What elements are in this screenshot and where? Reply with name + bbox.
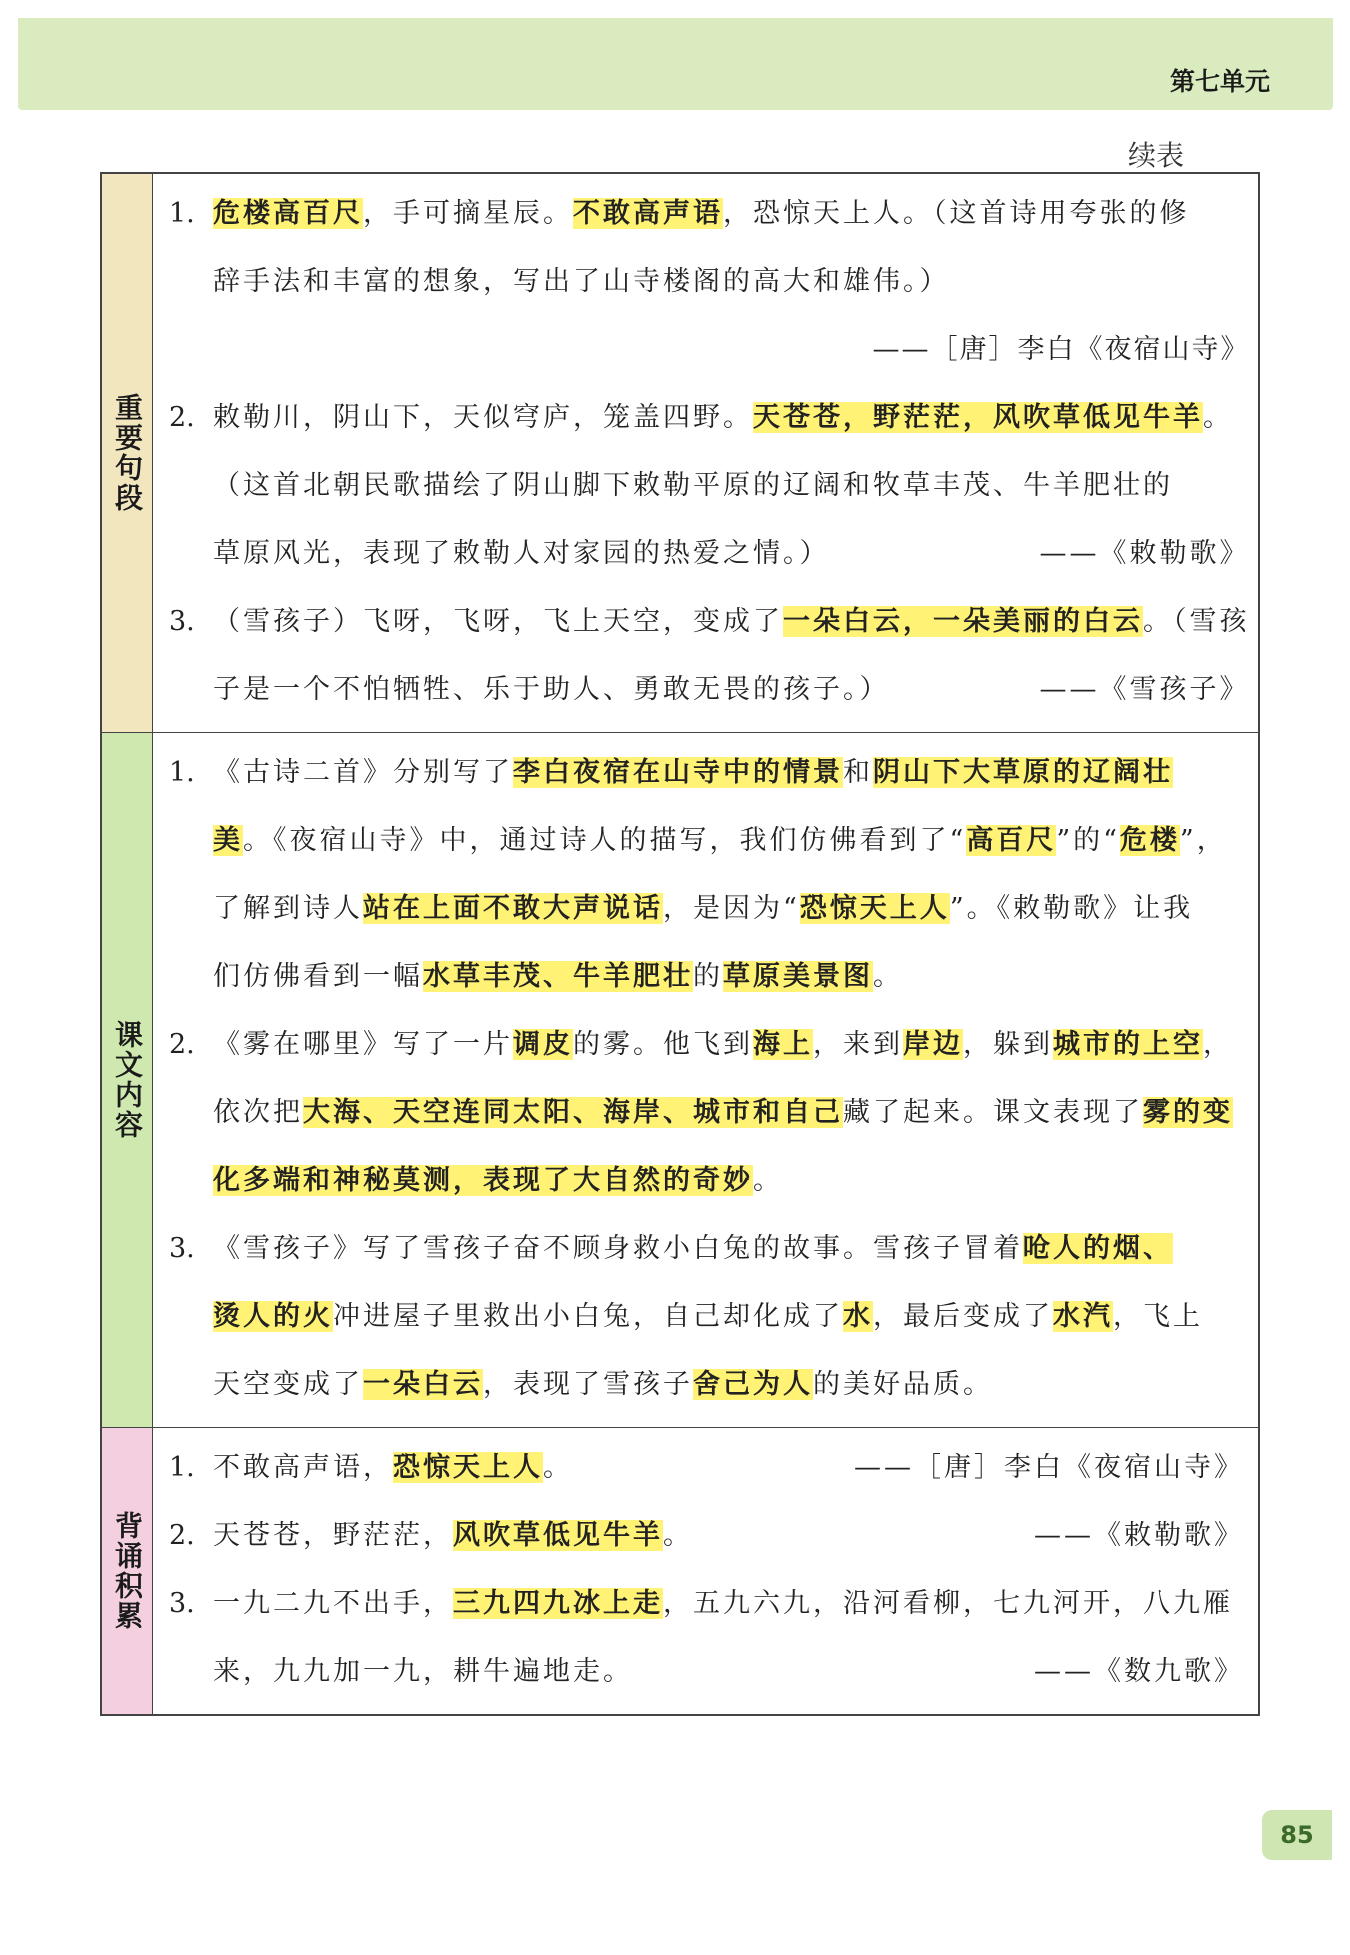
text-run: 的 [693, 961, 723, 992]
text-run: 和 [843, 757, 873, 788]
text-run: 草原风光，表现了敕勒人对家园的热爱之情。） [213, 538, 830, 569]
section-label: 重要句段 [111, 393, 144, 513]
item-number: 1. [169, 198, 195, 229]
highlight: 呛人的烟、 [1023, 1233, 1173, 1264]
unit-title: 第七单元 [1169, 67, 1270, 96]
text-run: 。 [1203, 402, 1233, 433]
section-label: 课文内容 [111, 1020, 144, 1140]
text-line [213, 384, 1250, 452]
text-run: 。 [663, 1520, 693, 1551]
highlight: 不敢高声语 [573, 198, 723, 229]
text-run: ，躲到 [963, 1029, 1053, 1060]
highlight: 一朵白云，一朵美丽的白云 [783, 606, 1143, 637]
section-recitation [102, 1428, 1258, 1714]
text-run: 。（雪孩 [1143, 606, 1250, 637]
item-number: 2. [169, 1520, 195, 1551]
text-run: 。 [543, 1452, 573, 1483]
text-run: 藏了起来。课文表现了 [843, 1097, 1143, 1128]
item-number: 3. [169, 1233, 195, 1264]
text-run: ，恐惊天上人。（这首诗用夸张的修 [723, 198, 1190, 229]
text-run: 了解到诗人 [213, 893, 363, 924]
text-run: ”。《敕勒歌》让我 [949, 893, 1194, 924]
text-run: 的美好品质。 [813, 1369, 993, 1400]
text-run: 一九二九不出手， [213, 1588, 453, 1619]
text-line [213, 1351, 1244, 1419]
highlight: 水 [843, 1301, 873, 1332]
highlight: 草原美景图 [723, 961, 873, 992]
list-item [169, 1434, 1244, 1502]
text-line [213, 875, 1244, 943]
text-run: 们仿佛看到一幅 [213, 961, 423, 992]
summary-table [100, 172, 1260, 1716]
source-citation: ——《敕勒歌》 [1034, 1520, 1244, 1551]
highlight: 三九四九冰上走 [453, 1588, 663, 1619]
list-item [169, 1011, 1244, 1215]
text-run: ， [1203, 1029, 1233, 1060]
text-run: 依次把 [213, 1097, 303, 1128]
text-run: 的雾。他飞到 [573, 1029, 753, 1060]
text-run: 《雪孩子》写了雪孩子奋不顾身救小白兔的故事。雪孩子冒着 [213, 1233, 1023, 1264]
highlight: 岸边 [903, 1029, 963, 1060]
section-content [153, 1428, 1258, 1714]
text-run: （这首北朝民歌描绘了阴山脚下敕勒平原的辽阔和牧草丰茂、牛羊肥壮的 [213, 470, 1173, 501]
text-run: 天空变成了 [213, 1369, 363, 1400]
highlight: 舍己为人 [693, 1369, 813, 1400]
source-citation: ——《数九歌》 [1034, 1656, 1244, 1687]
text-line [213, 520, 1250, 588]
highlight: 海上 [753, 1029, 813, 1060]
header-band [18, 18, 1333, 110]
text-run: ，来到 [813, 1029, 903, 1060]
text-line [213, 1638, 1244, 1706]
text-run: ”， [1179, 825, 1227, 856]
source-citation: ——［唐］李白《夜宿山寺》 [854, 1452, 1244, 1483]
text-line [213, 656, 1250, 724]
item-number: 1. [169, 1452, 195, 1483]
item-number: 1. [169, 757, 195, 788]
text-run: 《古诗二首》分别写了 [213, 757, 513, 788]
highlight: 化多端和神秘莫测，表现了大自然的奇妙 [213, 1165, 753, 1196]
text-line [213, 807, 1244, 875]
text-line [213, 248, 1250, 316]
list-item [169, 384, 1250, 588]
continued-label: 续表 [1127, 139, 1184, 172]
highlight: 水汽 [1053, 1301, 1113, 1332]
list-item [169, 1502, 1244, 1570]
text-run: 不敢高声语， [213, 1452, 393, 1483]
text-run: 冲进屋子里救出小白兔，自己却化成了 [333, 1301, 843, 1332]
text-run: 敕勒川，阴山下，天似穹庐，笼盖四野。 [213, 402, 753, 433]
text-run: 。 [873, 961, 903, 992]
list-item [169, 588, 1250, 724]
highlight: 大海、天空连同太阳、海岸、城市和自己 [303, 1097, 843, 1128]
list-item [169, 180, 1250, 384]
text-line [213, 739, 1244, 807]
highlight: 站在上面不敢大声说话 [363, 893, 663, 924]
list-item [169, 739, 1244, 1011]
text-run: 来，九九加一九，耕牛遍地走。 [213, 1656, 633, 1687]
highlight: 调皮 [513, 1029, 573, 1060]
section-label-cell [102, 1428, 153, 1714]
highlight: 烫人的火 [213, 1301, 333, 1332]
text-line [213, 1570, 1244, 1638]
text-line [213, 943, 1244, 1011]
text-line [213, 452, 1250, 520]
text-run: （雪孩子）飞呀，飞呀，飞上天空，变成了 [213, 606, 783, 637]
text-line [213, 1283, 1244, 1351]
section-content [153, 733, 1258, 1427]
highlight: 天苍苍，野茫茫，风吹草低见牛羊 [753, 402, 1203, 433]
text-line [213, 1147, 1244, 1215]
highlight: 高百尺 [966, 825, 1057, 856]
list-item [169, 1570, 1244, 1706]
text-line [213, 1011, 1244, 1079]
highlight: 美 [213, 825, 243, 856]
source-citation: ——《敕勒歌》 [1039, 538, 1250, 569]
item-number: 3. [169, 1588, 195, 1619]
highlight: 水草丰茂、牛羊肥壮 [423, 961, 693, 992]
text-run: 辞手法和丰富的想象，写出了山寺楼阁的高大和雄伟。） [213, 266, 950, 297]
source-citation: ——［唐］李白《夜宿山寺》 [872, 334, 1250, 365]
text-run: 。《夜宿山寺》中，通过诗人的描写，我们仿佛看到了“ [243, 825, 967, 856]
page-number-badge [1262, 1810, 1332, 1860]
highlight: 风吹草低见牛羊 [453, 1520, 663, 1551]
section-label: 背诵积累 [111, 1511, 144, 1631]
item-number: 2. [169, 1029, 195, 1060]
highlight: 恐惊天上人 [799, 893, 950, 924]
highlight: 雾的变 [1143, 1097, 1233, 1128]
section-key-sentences [102, 174, 1258, 733]
text-run: ，最后变成了 [873, 1301, 1053, 1332]
highlight: 一朵白云 [363, 1369, 483, 1400]
text-run: ，是因为“ [663, 893, 800, 924]
highlight: 恐惊天上人 [393, 1452, 543, 1483]
text-line [213, 1502, 1244, 1570]
section-content [153, 174, 1264, 732]
text-line [213, 1434, 1244, 1502]
section-label-cell [102, 733, 153, 1427]
section-lesson-content [102, 733, 1258, 1428]
list-item [169, 1215, 1244, 1419]
highlight: 李白夜宿在山寺中的情景 [513, 757, 843, 788]
text-run: 。 [753, 1165, 783, 1196]
item-number: 3. [169, 606, 195, 637]
text-line [213, 588, 1250, 656]
text-line [213, 1215, 1244, 1283]
section-label-cell [102, 174, 153, 732]
text-run: ，表现了雪孩子 [483, 1369, 693, 1400]
highlight: 城市的上空 [1053, 1029, 1203, 1060]
text-run: ，手可摘星辰。 [363, 198, 573, 229]
text-run: ，飞上 [1113, 1301, 1203, 1332]
highlight: 危楼 [1119, 825, 1180, 856]
text-line [213, 180, 1250, 248]
highlight: 阴山下大草原的辽阔壮 [873, 757, 1173, 788]
text-line [213, 1079, 1244, 1147]
item-number: 2. [169, 402, 195, 433]
page-number: 85 [1280, 1821, 1314, 1849]
highlight: 危楼高百尺 [213, 198, 363, 229]
text-run: ，五九六九，沿河看柳，七九河开，八九雁 [663, 1588, 1233, 1619]
source-citation: ——《雪孩子》 [1039, 674, 1250, 705]
text-run: ”的“ [1056, 825, 1120, 856]
text-run: 子是一个不怕牺牲、乐于助人、勇敢无畏的孩子。） [213, 674, 890, 705]
text-run: 《雾在哪里》写了一片 [213, 1029, 513, 1060]
text-run: 天苍苍，野茫茫， [213, 1520, 453, 1551]
